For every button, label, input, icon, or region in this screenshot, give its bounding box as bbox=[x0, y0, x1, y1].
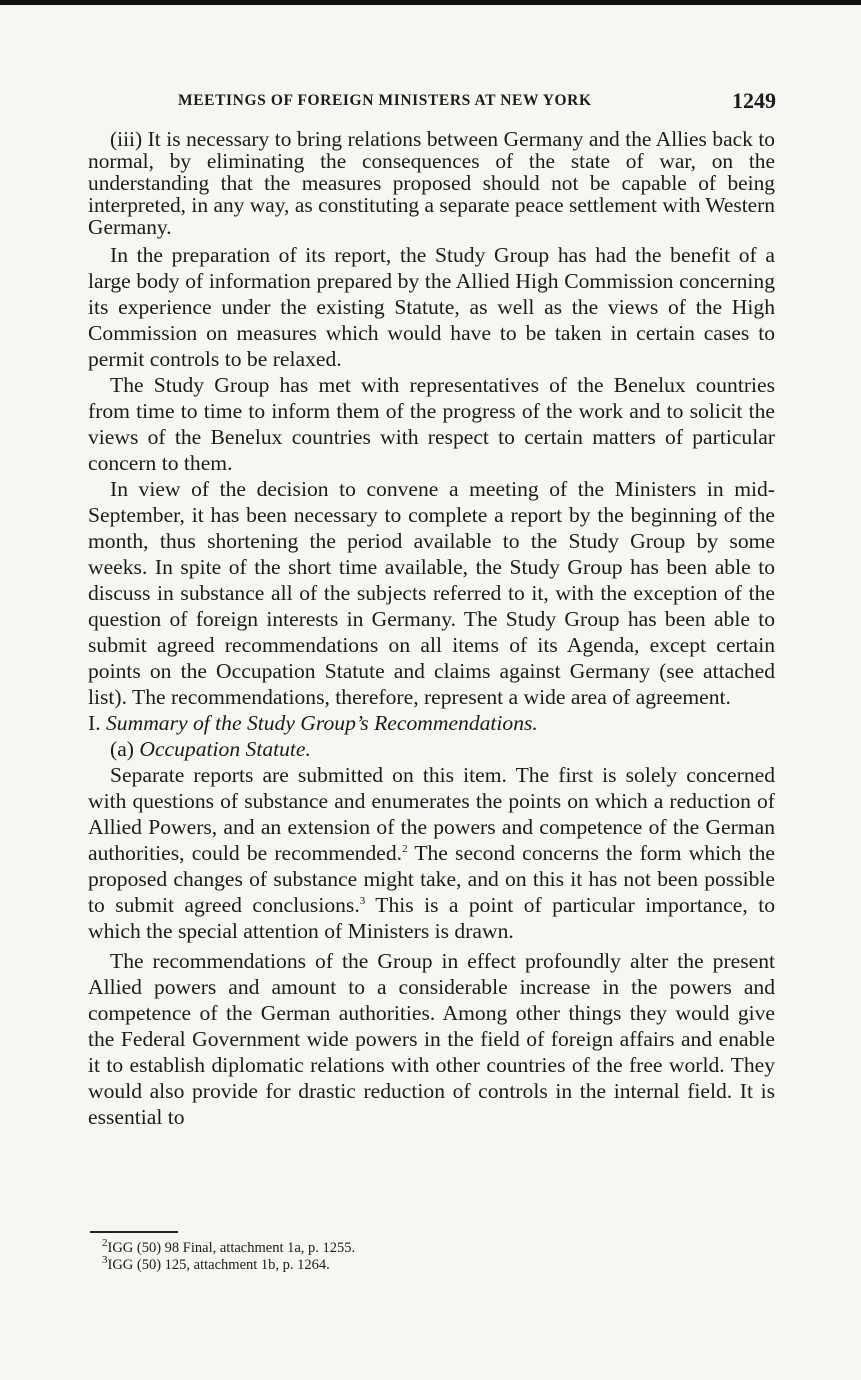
paragraph-preparation: In the preparation of its report, the Study Group has had the benefit of a large body of information prepared by the Allied High Commission concerning its experience under the existing Statute, as well as the views of the High Commission on measures which would have to be taken in certain cases to permit controls to be relaxed. bbox=[88, 243, 775, 371]
footnote-mark: 3 bbox=[102, 1254, 108, 1267]
paragraph-separate-reports-text-1: Separate reports are submitted on this item. The first is solely concerned with questions of substance and enumerates the points on which a reduction of Allied Powers, and an extension of the powers and competence of the German authorities, could be recommended. bbox=[88, 763, 775, 865]
subsection-title: Occupation Statute. bbox=[139, 737, 311, 761]
subsection-heading bbox=[88, 736, 775, 762]
paragraph-separate-reports bbox=[88, 762, 775, 944]
page-header bbox=[90, 88, 780, 118]
body-text bbox=[88, 128, 775, 1130]
footnote-ref-2: 2 bbox=[402, 842, 408, 855]
footnote-3 bbox=[90, 1254, 590, 1274]
section-number: I. bbox=[88, 711, 101, 735]
paragraph-view-of-decision: In view of the decision to convene a meeting of the Ministers in mid-September, it has been necessary to complete a report by the beginning of the month, thus shortening the period available to the Study Group by some weeks. In spite of the short time available, the Study Group has been able to discuss in substance all of the subjects referred to it, with the exception of the question of foreign interests in Germany. The Study Group has been able to submit agreed recommendations on all items of its Agenda, except certain points on the Occupation Statute and claims against Germany (see attached list). The recommendations, therefore, represent a wide area of agreement. bbox=[88, 477, 775, 709]
subsection-number: (a) bbox=[110, 737, 134, 761]
running-head: MEETINGS OF FOREIGN MINISTERS AT NEW YORK bbox=[178, 92, 592, 109]
paragraph-separate-reports-text-3: This is a point of particular importance, to which the special attention of Ministers is drawn. bbox=[88, 893, 775, 943]
footnote-ref-3: 3 bbox=[359, 894, 366, 907]
footnote-text: IGG (50) 98 Final, attachment 1a, p. 1255. bbox=[107, 1240, 356, 1256]
section-heading bbox=[88, 710, 775, 736]
section-title: Summary of the Study Group’s Recommendations. bbox=[106, 711, 538, 735]
footnote-text: IGG (50) 125, attachment 1b, p. 1264. bbox=[107, 1257, 330, 1273]
footnote-2 bbox=[90, 1237, 590, 1257]
footnote-mark: 2 bbox=[102, 1237, 108, 1250]
paragraph-iii: (iii) It is necessary to bring relations between Germany and the Allies back to normal, by eliminating the consequences of the state of war, on the understanding that the measures proposed should not be capable of being interpreted, in any way, as constituting a separate peace settlement with Western Germany. bbox=[88, 127, 775, 239]
page-number: 1249 bbox=[732, 88, 776, 113]
footnotes bbox=[90, 1237, 590, 1274]
top-border-rule bbox=[0, 0, 861, 5]
paragraph-benelux: The Study Group has met with representatives of the Benelux countries from time to time to inform them of the progress of the work and to solicit the views of the Benelux countries with respect to certain matters of particular concern to them. bbox=[88, 373, 775, 475]
paragraph-recommendations: The recommendations of the Group in effect profoundly alter the present Allied powers and amount to a considerable increase in the powers and competence of the German authorities. Among other things they would give the Federal Government wide powers in the field of foreign affairs and enable it to establish diplomatic relations with other countries of the free world. They would also provide for drastic reduction of controls in the internal field. It is essential to bbox=[88, 949, 775, 1129]
footnote-rule bbox=[90, 1231, 178, 1233]
paragraph-separate-reports-text-2: The second concerns the form which the proposed changes of substance might take, and on this it has not been possible to submit agreed conclusions. bbox=[88, 841, 775, 917]
